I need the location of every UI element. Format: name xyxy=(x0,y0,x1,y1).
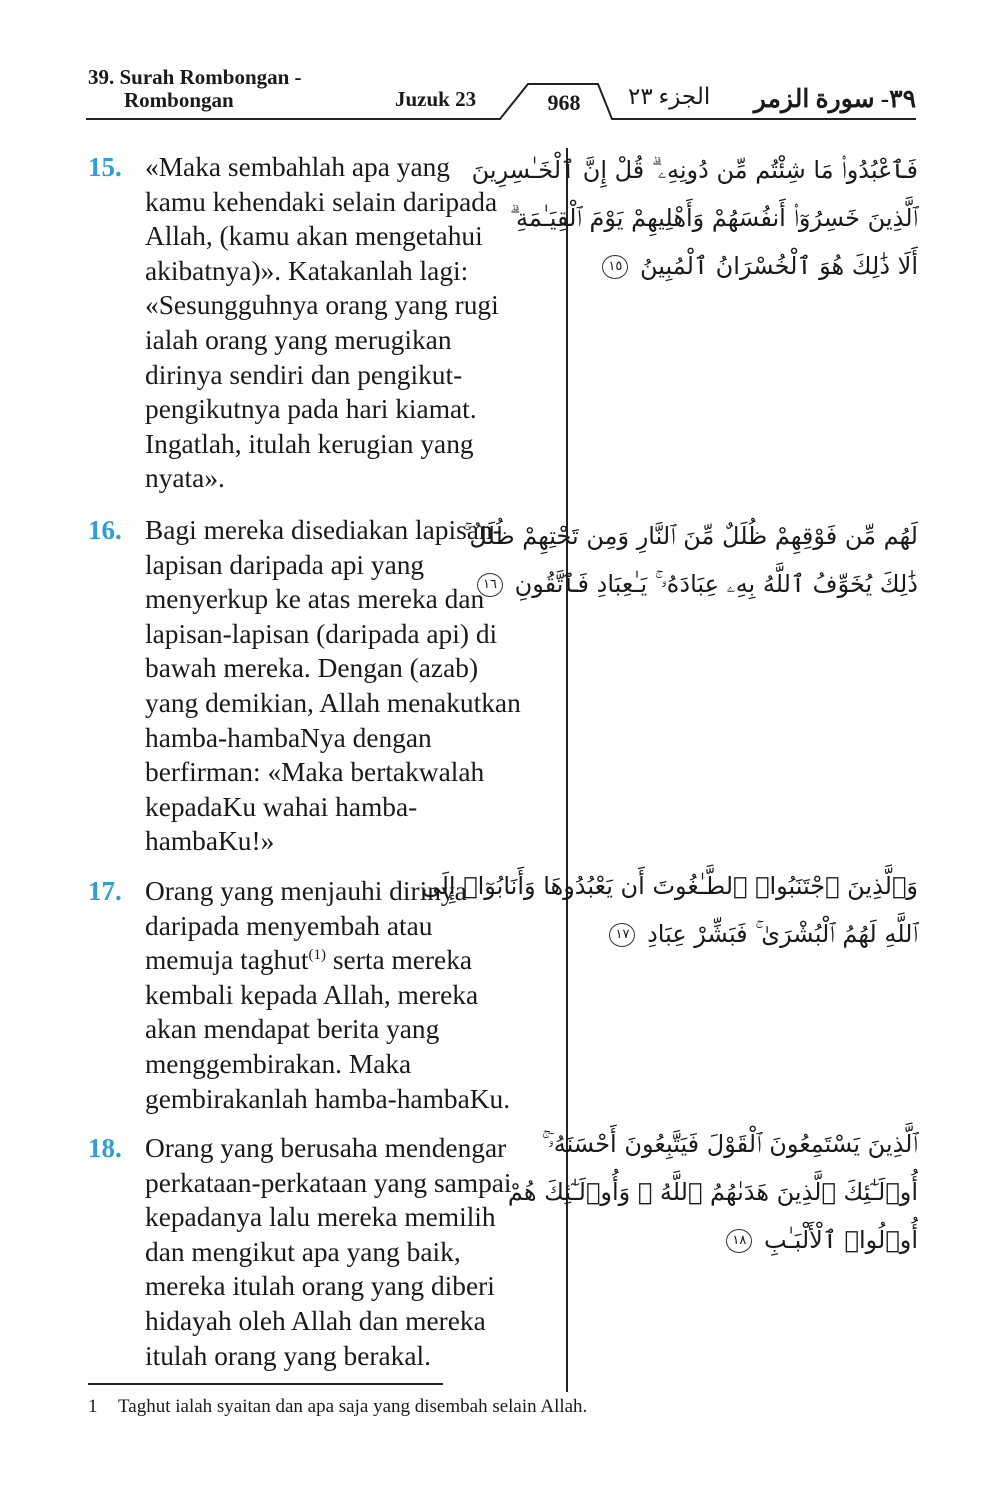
footnote-reference[interactable]: (1) xyxy=(308,947,327,964)
ayah-marker-icon: ١٥ xyxy=(602,255,628,279)
running-header-surah-arabic: ٣٩- سورة الزمر xyxy=(753,86,916,113)
running-header-surah-line2: Rombongan xyxy=(124,88,234,112)
footnote-number: 1 xyxy=(88,1396,98,1417)
verse-text-15: «Maka sembahlah apa yang kamu kehendaki selain daripada Allah, (kamu akan mengetahui akibatnya)». Katakanlah lagi: «Sesungguhnya orang yang rugi ialah orang yang merugikan dirinya sendiri dan pengikut- pengikutnya pada hari kiamat. Ingatlah, itulah kerugian yang nyata». xyxy=(145,152,499,494)
arabic-verse-18: ٱلَّذِينَ يَسْتَمِعُونَ ٱلْقَوْلَ فَيَتَّبِعُونَ أَحْسَنَهُۥٓ ۚ أُو۟لَـٰٓئِكَ ٱلَّذِينَ هَدَىٰهُمُ ٱللَّهُ ۖ وَأُو۟لَـٰٓئِكَ هُمْ أُو۟لُوا۟ ٱلْأَلْبَـٰبِ ١٨ xyxy=(507,1130,918,1254)
page-number: 968 xyxy=(547,90,581,115)
footnote-rule xyxy=(88,1383,443,1385)
verse-number-17: 17. xyxy=(88,876,122,906)
verse-number-15: 15. xyxy=(88,152,122,182)
ayah-marker-icon: ١٨ xyxy=(726,1229,752,1253)
verse-number-18: 18. xyxy=(88,1133,122,1163)
running-header-juz-arabic: الجزء ٢٣ xyxy=(628,84,711,109)
arabic-verse-15: فَٱعْبُدُوا۟ مَا شِئْتُم مِّن دُونِهِۦ ۗ قُلْ إِنَّ ٱلْخَـٰسِرِينَ ٱلَّذِينَ خَسِرُوٓا۟ أَنفُسَهُمْ وَأَهْلِيهِمْ يَوْمَ ٱلْقِيَـٰمَةِ ۗ أَلَا ذَٰلِكَ هُوَ ٱلْخُسْرَانُ ٱلْمُبِينُ ١٥ xyxy=(471,156,918,280)
arabic-verse-16: لَهُم مِّن فَوْقِهِمْ ظُلَلٌ مِّنَ ٱلنَّارِ وَمِن تَحْتِهِمْ ظُلَلٌ ۚ ذَٰلِكَ يُخَوِّفُ ٱللَّهُ بِهِۦ عِبَادَهُۥ ۚ يَـٰعِبَادِ فَٱتَّقُونِ ١٦ xyxy=(463,522,918,598)
verse-text-17: Orang yang menjauhi dirinya daripada menyembah atau memuja taghut$^{(1)}$ serta mereka kembali kepada Allah, mereka akan mendapat berita yang menggembirakan. Maka gembirakanlah hamba-hambaKu. xyxy=(145,876,511,1114)
header-rule xyxy=(0,0,1000,130)
ayah-marker-icon: ١٧ xyxy=(609,923,635,947)
running-header-juzuk: Juzuk 23 xyxy=(395,87,477,111)
verse-number-16: 16. xyxy=(88,515,122,545)
verse-text-16: Bagi mereka disediakan lapisan- lapisan daripada api yang menyerkup ke atas mereka dan lapisan-lapisan (daripada api) di bawah mereka. Dengan (azab) yang demikian, Allah menakutkan hamba-hambaNya dengan berfirman: «Maka bertakwalah kepadaKu wahai hamba- hambaKu!» xyxy=(145,515,521,857)
footnote-text: Taghut ialah syaitan dan apa saja yang disembah selain Allah. xyxy=(118,1396,588,1417)
verse-text-18: Orang yang berusaha mendengar perkataan-perkataan yang sampai kepadanya lalu mereka memilih dan mengikut apa yang baik, mereka itulah orang yang diberi hidayah oleh Allah dan mereka itulah orang yang berakal. xyxy=(145,1133,512,1371)
ayah-marker-icon: ١٦ xyxy=(477,573,503,597)
running-header-surah-line1: 39. Surah Rombongan - xyxy=(88,65,302,89)
arabic-verse-17: وَٱلَّذِينَ ٱجْتَنَبُوا۟ ٱلطَّـٰغُوتَ أَن يَعْبُدُوهَا وَأَنَابُوٓا۟ إِلَى ٱللَّهِ لَهُمُ ٱلْبُشْرَىٰ ۚ فَبَشِّرْ عِبَادِ ١٧ xyxy=(421,872,918,948)
